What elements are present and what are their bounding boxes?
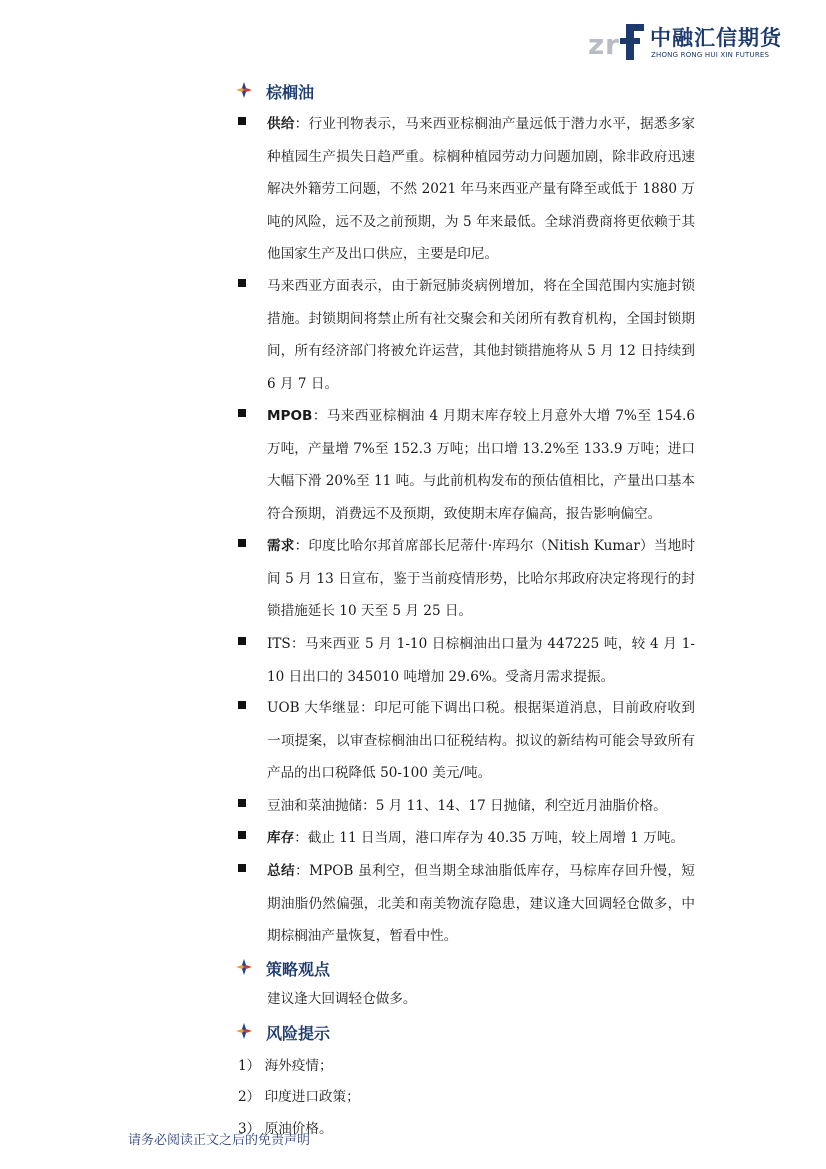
item-lead: 需求 xyxy=(267,538,295,554)
company-logo xyxy=(588,20,782,64)
logo-english-name: ZHONG RONG HUI XIN FUTURES xyxy=(651,51,770,59)
list-item-text xyxy=(267,790,695,823)
item-lead: 供给 xyxy=(267,116,295,132)
square-bullet-icon xyxy=(238,117,246,125)
item-text: UOB 大华继显：印尼可能下调出口税。根据渠道消息，目前政府收到一项提案，以审查棕榈油出口征税结构。拟议的新结构可能会导致所有产品的出口税降低 50-100 美元/吨。 xyxy=(267,700,695,781)
list-item-text xyxy=(267,108,695,271)
square-bullet-icon xyxy=(238,539,246,547)
heading-title: 风险提示 xyxy=(266,1024,331,1043)
heading-title: 棕榈油 xyxy=(266,83,315,102)
item-text: ：马来西亚棕榈油 4 月期末库存较上月意外大增 7%至 154.6 万吨，产量增 7%至 152.3 万吨；出口增 13.2%至 133.9 万吨；进口大幅下滑 20%至 11 吨。与此前机构发布的预估值相比，产量出口基本符合预期，消费远不及预期，致使期末库存偏高，报告影响偏空。 xyxy=(267,408,695,522)
item-text: 豆油和菜油抛储：5 月 11、14、17 日抛储，利空近月油脂价格。 xyxy=(267,798,667,814)
square-bullet-icon xyxy=(238,799,246,807)
item-text: ：行业刊物表示，马来西亚棕榈油产量远低于潜力水平，据悉多家种植园生产损失日趋严重。棕榈种植园劳动力问题加剧，除非政府迅速解决外籍劳工问题，不然 2021 年马来西亚产量有降至或低于 1880 万吨的风险，远不及之前预期，为 5 年来最低。全球消费商将更依赖于其他国家生产及出口供应，主要是印尼。 xyxy=(267,116,696,262)
square-bullet-icon xyxy=(238,831,246,839)
diamond-bullet-icon xyxy=(236,959,252,975)
item-text: ITS：马来西亚 5 月 1-10 日棕榈油出口量为 447225 吨，较 4 月 1-10 日出口的 345010 吨增加 29.6%。受斋月需求提振。 xyxy=(267,636,695,685)
risk-item: 2） 印度进口政策； xyxy=(238,1089,360,1105)
strategy-text: 建议逢大回调轻仓做多。 xyxy=(267,991,417,1007)
disclaimer-note[interactable]: 请务必阅读正文之后的免责声明 xyxy=(128,1133,311,1148)
diamond-bullet-icon xyxy=(236,82,252,98)
list-item-text xyxy=(267,530,695,628)
list-item-text xyxy=(267,855,695,953)
item-lead: MPOB xyxy=(267,408,313,424)
diamond-bullet-icon xyxy=(236,1023,252,1039)
list-item-text xyxy=(267,628,695,693)
risk-item: 3） 原油价格。 xyxy=(238,1121,333,1137)
square-bullet-icon xyxy=(238,279,246,287)
list-item-text xyxy=(267,692,695,790)
square-bullet-icon xyxy=(238,637,246,645)
heading-title: 策略观点 xyxy=(266,960,331,979)
item-text: ：MPOB 虽利空，但当期全球油脂低库存，马棕库存回升慢，短期油脂仍然偏强，北美和南美物流存隐患，建议逢大回调轻仓做多，中期棕榈油产量恢复，暂看中性。 xyxy=(267,863,695,944)
zrf-logo-mark-icon xyxy=(588,22,646,62)
list-item-text xyxy=(267,822,695,855)
square-bullet-icon xyxy=(238,864,246,872)
svg-text:r: r xyxy=(605,28,619,61)
risk-item: 1） 海外疫情； xyxy=(238,1058,333,1074)
svg-text:z: z xyxy=(588,28,605,61)
list-item-text xyxy=(267,400,695,530)
list-item-text xyxy=(267,270,695,400)
square-bullet-icon xyxy=(238,409,246,417)
logo-chinese-name: 中融汇信期货 xyxy=(650,26,782,50)
square-bullet-icon xyxy=(238,701,246,709)
item-text: ：截止 11 日当周，港口库存为 40.35 万吨，较上周增 1 万吨。 xyxy=(294,830,685,846)
item-lead: 库存 xyxy=(267,830,295,846)
item-text: 马来西亚方面表示，由于新冠肺炎病例增加，将在全国范围内实施封锁措施。封锁期间将禁止所有社交聚会和关闭所有教育机构，全国封锁期间，所有经济部门将被允许运营，其他封锁措施将从 5 月 12 日持续到 6 月 7 日。 xyxy=(267,278,695,392)
item-lead: 总结 xyxy=(267,863,296,879)
item-text: ：印度比哈尔邦首席部长尼蒂什·库玛尔（Nitish Kumar）当地时间 5 月 13 日宣布，鉴于当前疫情形势，比哈尔邦政府决定将现行的封锁措施延长 10 天至 5 月 25 日。 xyxy=(267,538,696,619)
